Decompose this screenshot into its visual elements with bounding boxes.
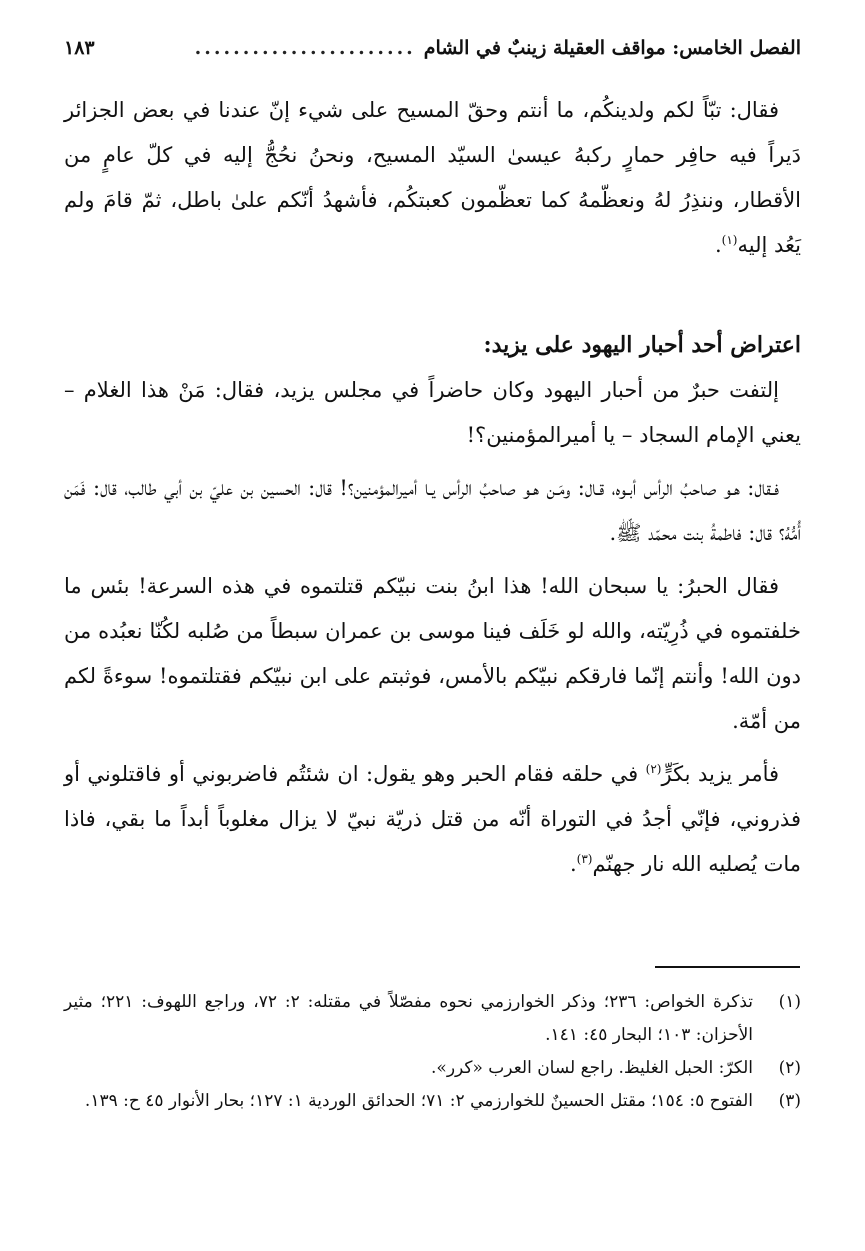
footnote-ref-2: (٢)	[645, 762, 662, 776]
footnote-separator	[655, 966, 800, 968]
footnote-ref-3: (٣)	[576, 852, 593, 866]
footnote-number: (٢)	[778, 1058, 801, 1078]
paragraph-1-end: .	[714, 233, 722, 257]
running-header	[64, 28, 801, 68]
paragraph-5-text-a: فأمر يزيد بكَرٍّ	[661, 762, 780, 786]
footnote-ref-1: (١)	[721, 233, 738, 247]
footnote-3	[64, 1085, 801, 1118]
paragraph-5-end: .	[569, 852, 577, 876]
chapter-title: الفصل الخامس: مواقف العقيلة زينبٌ في الشام	[423, 37, 801, 59]
footnote-text: الفتوح ٥: ١٥٤؛ مقتل الحسينٌ للخوارزمي ٢: ٧١؛ الحدائق الوردية ١: ١٢٧؛ بحار الأنوار ٤٥ ح: ١٣٩.	[84, 1091, 753, 1111]
footnote-text: الكرّ: الحبل الغليظ. راجع لسان العرب «كرر».	[431, 1058, 753, 1078]
footnote-1	[64, 986, 801, 1052]
paragraph-4: فقال الحبرُ: يا سبحان الله! هذا ابنُ بنت نبيّكم قتلتموه في هذه السرعة! بئس ما خلفتموه في ذُرِيّته، والله لو خَلَف فينا موسى بن عمران سبطاً من صُلبه لكُنّا نعبُده من دون الله! وأنتم إنّما فارقكم نبيّكم بالأمس، فوثبتم على ابن نبيّكم فقتلتموه! سوءةً لكم من أمّة.	[64, 574, 801, 733]
paragraph-5	[64, 752, 801, 887]
header-leader-dots: .......................	[194, 37, 416, 59]
footnote-2	[64, 1052, 801, 1085]
paragraph-3: فـقال: هـو صاحبُ الرأس أبـوه، قـال: ومَـن هـو صاحبُ الرأس يـا أميرالمؤمنين؟! قال: الحسين بن عليّ بن أبي طالب، قال: فَمَن أُمُّهُ؟ قال: فاطمةُ بنت محمّد ﷺ.	[64, 476, 801, 545]
paragraph-1-text: فقال: تبّاً لكم ولدينكُم، ما أنتم وحقّ المسيح على شيء إنّ عندنا في بعض الجزائر دَيراً فيه حافِر حمارٍ ركبهُ عيسىٰ السيّد المسيح، ونحنُ نحُجُّ إليه في كلّ عامٍ من الأقطار، وننذِرُ لهُ ونعظّمهُ كما تعظّمون كعبتكُم، فأشهدُ أنّكم علىٰ باطل، ثمّ قامَ ولم يَعُد إليه	[64, 98, 801, 257]
paragraph-1	[64, 88, 801, 268]
paragraph-2: إلتفت حبرٌ من أحبار اليهود وكان حاضراً في مجلس يزيد، فقال: مَنْ هذا الغلام – يعني الإمام السجاد – يا أميرالمؤمنين؟!	[64, 378, 801, 447]
page-body	[64, 88, 801, 887]
page-number: ١٨٣	[64, 37, 95, 59]
section-heading: اعتراض أحد أحبار اليهود على يزيد:	[483, 332, 801, 358]
paragraph-5-text-b: في حلقه فقام الحبر وهو يقول: ان شئتُم فاضربوني أو فاقتلوني أو فذروني، فإنّي أجدُ في التوراة أنّه من قتل ذريّة نبيّ لا يزال مغلوباً أبداً ما بقي، فاذا مات يُصليه الله نار جهنّم	[64, 762, 801, 876]
footnote-number: (١)	[778, 992, 801, 1012]
footnote-text: تذكرة الخواص: ٢٣٦؛ وذكر الخوارزمي نحوه مفصّلاً في مقتله: ٢: ٧٢، وراجع اللهوف: ٢٢١؛ مثير الأحزان: ١٠٣؛ البحار ٤٥: ١٤١.	[64, 992, 753, 1045]
footnote-number: (٣)	[778, 1091, 801, 1111]
footnotes	[64, 986, 801, 1118]
